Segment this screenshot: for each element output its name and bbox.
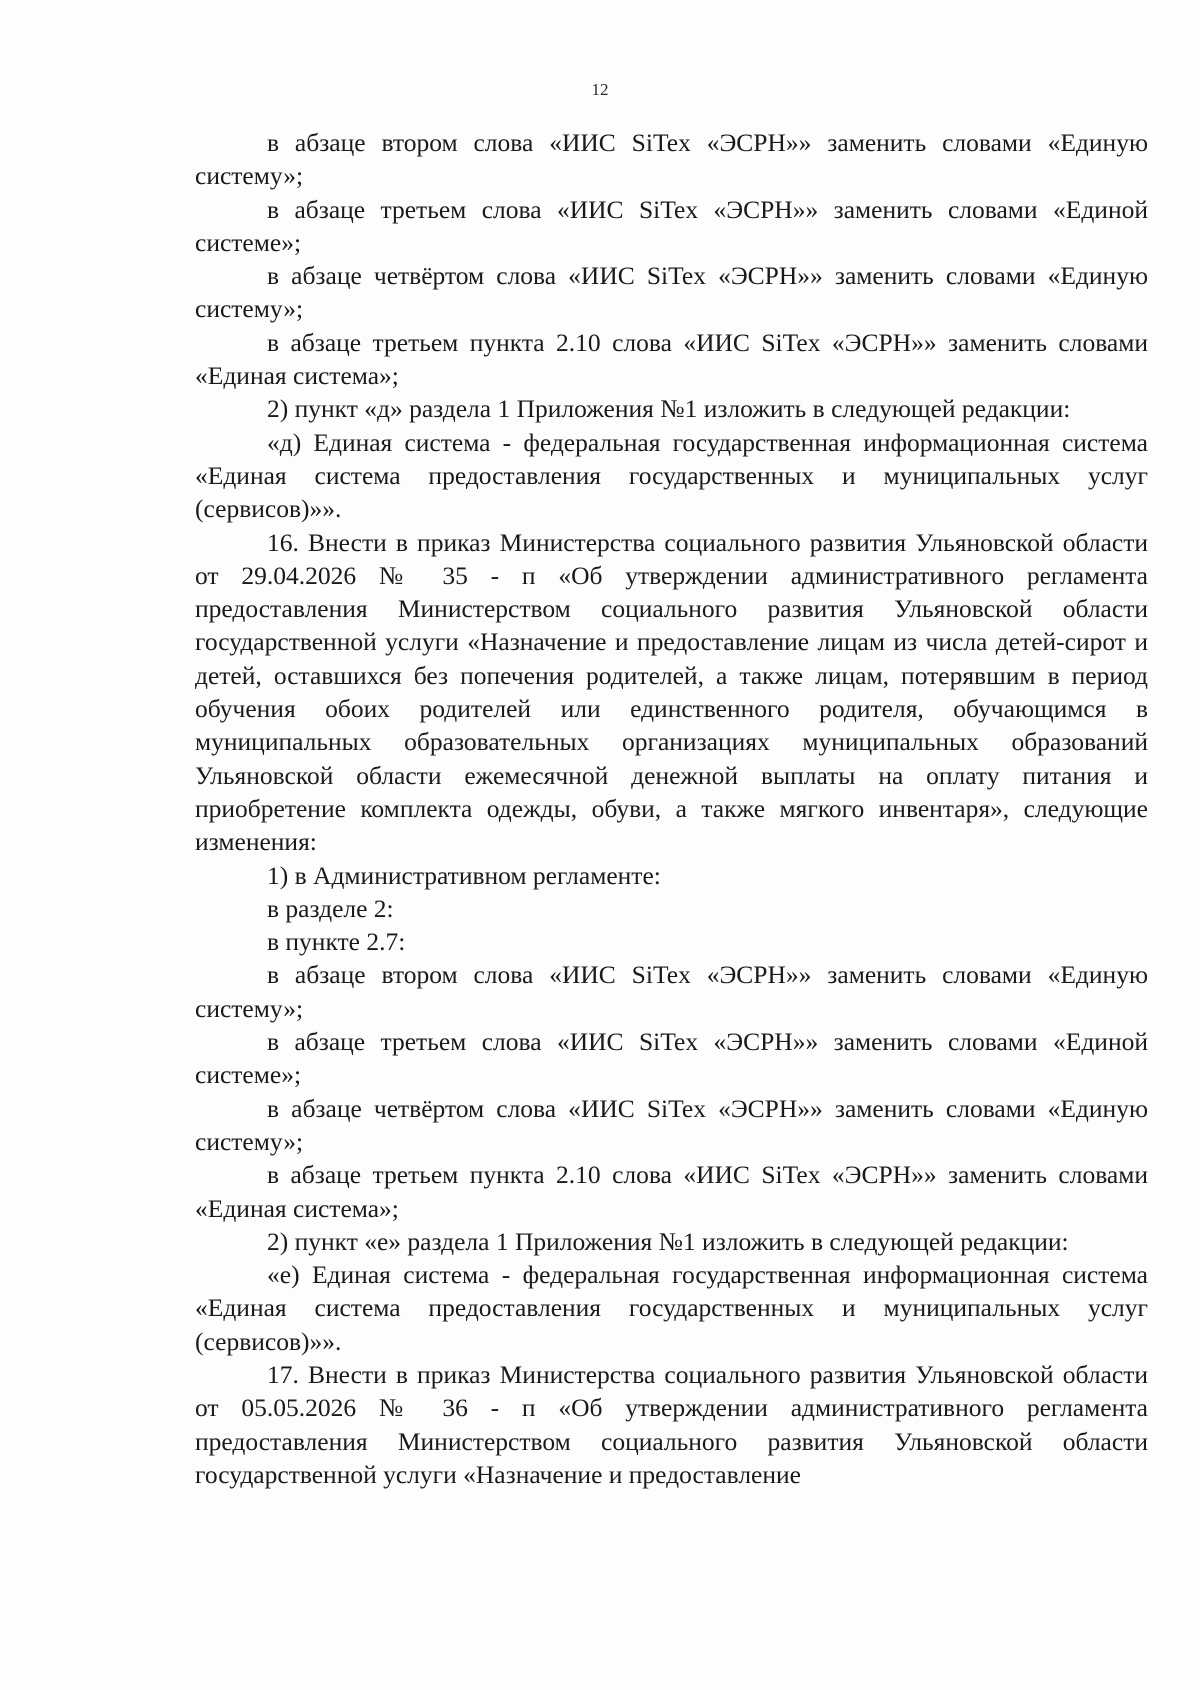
paragraph: в абзаце третьем пункта 2.10 слова «ИИС SiTex «ЭСРН»» заменить словами «Единая система»;	[195, 1160, 1148, 1223]
paragraph: в абзаце третьем слова «ИИС SiTex «ЭСРН»» заменить словами «Единой системе»;	[195, 1027, 1148, 1090]
paragraph: 1) в Административном регламенте:	[267, 860, 661, 890]
paragraph: «д) Единая система - федеральная государственная информационная система «Единая система предоставления государственных и муниципальных услуг (сервисов)»».	[195, 427, 1148, 524]
paragraph: в абзаце четвёртом слова «ИИС SiTex «ЭСРН»» заменить словами «Единую систему»;	[195, 1093, 1148, 1156]
paragraph: «е) Единая система - федеральная государственная информационная система «Единая система предоставления государственных и муниципальных услуг (сервисов)»».	[195, 1260, 1148, 1356]
paragraph: в абзаце третьем слова «ИИС SiTex «ЭСРН»» заменить словами «Единой системе»;	[195, 194, 1148, 257]
page-number: 12	[591, 80, 609, 99]
document-body	[195, 126, 1148, 1491]
paragraph: в абзаце четвёртом слова «ИИС SiTex «ЭСРН»» заменить словами «Единую систему»;	[195, 261, 1148, 324]
paragraph: в разделе 2:	[267, 893, 394, 923]
paragraph: 2) пункт «е» раздела 1 Приложения №1 изложить в следующей редакции:	[267, 1226, 1069, 1256]
paragraph: в абзаце втором слова «ИИС SiTex «ЭСРН»» заменить словами «Единую систему»;	[195, 960, 1148, 1023]
paragraph-item-17: 17. Внести в приказ Министерства социального развития Ульяновской области от 05.05.2026 № 36 - п «Об утверждении административного регламента предоставления Министерством социального развития Ульяновской области государственной услуги «Назначение и предоставление	[195, 1359, 1148, 1489]
paragraph: в абзаце втором слова «ИИС SiTex «ЭСРН»» заменить словами «Единую систему»;	[195, 128, 1148, 191]
paragraph: в абзаце третьем пункта 2.10 слова «ИИС SiTex «ЭСРН»» заменить словами «Единая система»;	[195, 327, 1148, 391]
paragraph: 2) пункт «д» раздела 1 Приложения №1 изложить в следующей редакции:	[267, 394, 1071, 424]
paragraph-item-16: 16. Внести в приказ Министерства социального развития Ульяновской области от 29.04.2026 № 35 - п «Об утверждении административного регламента предоставления Министерством социального развития Ульяновской области государственной услуги «Назначение и предоставление лицам из числа детей-сирот и детей, оставшихся без попечения родителей, а также лицам, потерявшим в период обучения обоих родителей или единственного родителя, обучающимся в муниципальных образовательных организациях муниципальных образований Ульяновской области ежемесячной денежной выплаты на оплату питания и приобретение комплекта одежды, обуви, а также мягкого инвентаря», следующие изменения:	[195, 527, 1148, 857]
paragraph: в пункте 2.7:	[267, 927, 406, 957]
